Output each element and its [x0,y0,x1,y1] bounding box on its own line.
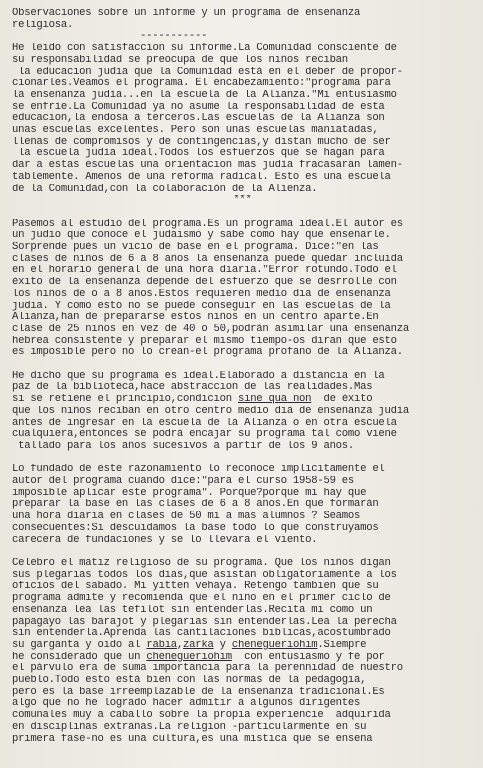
text-line: sin entenderla.Aprenda las cantilaciones biblicas,acostumbrado [12,628,391,640]
text-line: educacion,la endosa a terceros.Las escuelas de la Alianza son [12,113,385,125]
text-line: la educacion judia que la Comunidad està en el deber de propor- [12,66,403,78]
text-line: de la Comunidad,con la colaboraciòn de la Alienza. [12,183,318,195]
separator-line: ----------- [140,31,208,43]
text-line: He leido con satisfaccion su informe.La Comunidad consciente de [12,43,397,55]
paragraph-3 [12,371,473,453]
document-title [12,8,473,31]
text-span: .Siempre [317,639,367,651]
text-span: con entusiasmo y fé por [231,651,385,663]
paragraph-2 [12,219,473,359]
title-line: Observaciones sobre un informe y un programa de enseñanza [12,8,361,19]
text-line: Alianza,han de prepararse estos niños en un centro aparte.En [12,312,379,324]
text-line: clase de 25 niños en vez de 40 o 50,podràn asimilar una enseñanza [12,323,409,335]
text-line: comunales muy a caballo sobre la propia experiencie adquirida [12,710,391,722]
text-line: programa admite y recomienda que el niño en el primer ciclo de [12,593,391,605]
text-line: la escuela judìa ideal.Todos los esfuerzos que se hagan para [12,148,385,160]
text-line: algo que no he logrado hacer admitir a algunos dirigentes [12,698,361,710]
text-line: tablemente. Amenos de una reforma radical. Esto es una escuela [12,171,391,183]
text-line: en disciplinas extrañas.La religion -particularmente en su [12,721,367,733]
text-span: de èxito [311,394,373,406]
text-line: tallado para los años sucesivos a partir de los 9 años. [12,440,355,452]
section-asterisks: *** [233,195,252,207]
text-line: paz de la biblioteca,hace abstraccion de las realidades.Mas [12,382,373,394]
text-span: si se retiene el principio,condicion [12,394,238,406]
text-line: clases de niños de 6 a 8 años la enseñanza puede quedar incluida [12,253,403,265]
text-line: llenas de compromisos y de contingencias,y distan mucho de ser [12,136,391,148]
underlined-phrase: sine qua non [237,394,312,406]
text-line: pero es la base irreemplazable de la enseñanza tradicional.Es [12,686,385,698]
text-line [12,394,473,406]
text-line: Celebro el matiz religioso de su programa. Que los niños digan [12,557,391,569]
text-line: cionarles.Veamos el programa. El encabezamiento:"programa para [12,78,391,90]
text-line: su responsabilidad se preocupa de que los niños reciban [12,54,348,66]
text-line: judia. Y como esto no se puede conseguir en las escuelas de la [12,300,391,312]
text-line: se enfrìe.La Comunidad ya no asume la responsabilidad de esta [12,101,385,113]
text-line: que los niños reciban en otro centro medio dia de enseñanza judìa [12,405,409,417]
text-line: preparar la base en las clases de 6 a 8 años.En que formaràn [12,499,379,511]
paragraph-1 [12,43,473,195]
text-line: pueblo.Todo esto està bien con las normas de la pedagogia, [12,675,367,687]
text-span: y [213,639,232,651]
text-line: imposible aplicar este programa". Porque?porque mi hay que [12,487,367,499]
text-line: en el horario general de una hora diaria."Error rotundo.Todo el [12,265,397,277]
text-line: oficios del sabado. Mi yitten vehaya. Retengo tambien que su [12,581,379,593]
text-line: consecuentes:Si descuidamos la base todo lo que construyamos [12,522,379,534]
title-line: religiosa. [12,19,74,31]
text-line: He dicho que su programa es ideal.Elaborado a distancia en la [12,370,385,382]
text-line: autor del programa cuando dice:"para el curso 1958-59 es [12,476,355,488]
text-line: papagayo las barajot y plegarias sin entenderlas.Lea la perecha [12,616,397,628]
paragraph-5 [12,558,473,745]
text-line: carecera de fundaciones y se lo llevara el viento. [12,534,318,546]
underlined-term: chenegueriohim [146,651,232,663]
text-line: Pasemos al estudio del programa.Es un programa ideal.El autor es [12,218,403,230]
underlined-term: chenegueriohim [231,639,318,651]
text-line [12,652,473,664]
underlined-term: zarka [183,639,214,651]
text-span: , [176,639,184,651]
text-line: la enseñanza judìa...en la escuela de la Alianza."Mi entusiasmo [12,89,397,101]
text-line [12,640,473,652]
text-span: su garganta y oido al [12,639,147,651]
paragraph-4 [12,464,473,546]
text-span: he considerado que un [12,651,147,663]
text-line: es imposible pero no lo crean-el programa profano de la Alianza. [12,347,403,359]
text-line: unas escuelas excelentes. Pero son unas escuelas maniatadas, [12,125,379,137]
text-line: hebrea consistente y preparar el mismo tiempo-os diran que esto [12,335,397,347]
text-line: antes de ingresar en la escuela de la Alianza o en otra escuela [12,417,397,429]
text-line: sus plegarias todos los dias,que asistan obligatoriamente a los [12,569,397,581]
text-line: Sorprende pués un vicio de base en el programa. Dice:"en las [12,242,379,254]
text-line: èxito de la enseñanza depende del esfuerzo que se desrrolle con [12,277,397,289]
text-line: el pàrvulo era de suma importancia para la perennidad de nuestro [12,663,403,675]
text-line: enseñanza lea las tefilot sin entenderlas.Recita mi como un [12,604,373,616]
text-line: Lo fundado de este razonamiento lo reconoce implicitamente el [12,464,385,476]
text-line: cualquiera,entonces se podrà encajar su programa tal como viene [12,429,397,441]
underlined-term: rabia [146,639,177,651]
text-line: una hora diaria en clases de 50 mi a mas alumnos ? Seamos [12,511,361,523]
text-line: primera fase-no es una cultura,es una mistica que se enseña [12,733,373,745]
text-line: los niños de o a 8 años.Estos requieren medio dia de enseñanza [12,288,391,300]
text-line: dar a estas escuelas una orientacion mas judìa fracasaran lamen- [12,160,403,172]
text-line: un judio que conoce el judaismo y sabe como hay que enseñarle. [12,230,391,242]
